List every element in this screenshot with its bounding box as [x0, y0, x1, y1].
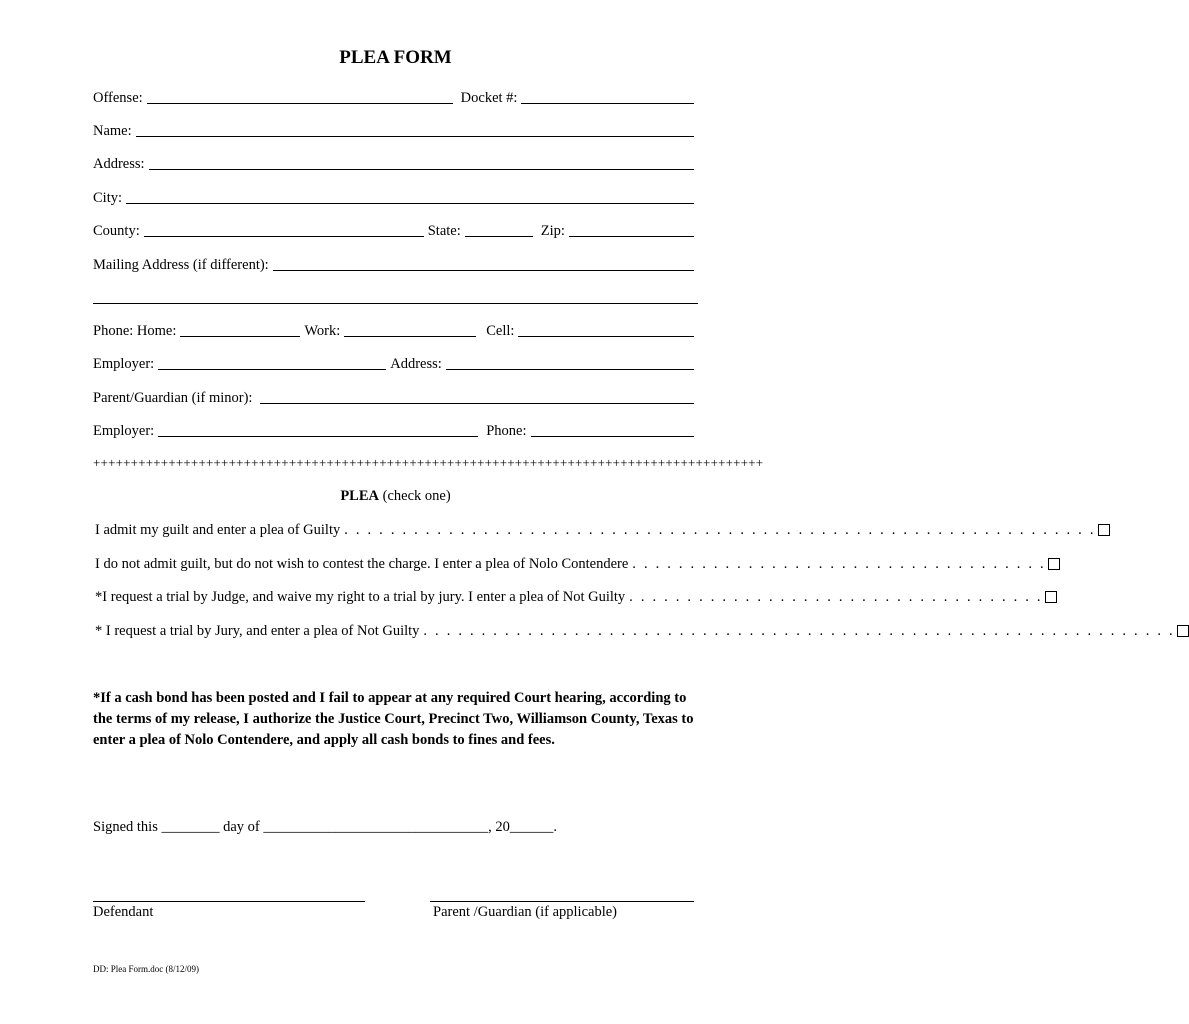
phone-home-field[interactable] [180, 336, 300, 337]
document-footer: DD: Plea Form.doc (8/12/09) [93, 964, 199, 974]
mailing-field-line-2[interactable] [93, 303, 698, 304]
employer-row [93, 353, 698, 373]
plea-option-guilty[interactable] [95, 520, 1096, 540]
address-label: Address: [93, 156, 145, 172]
phone-home-label: Phone: Home: [93, 323, 177, 339]
mailing-label: Mailing Address (if different): [93, 257, 269, 273]
jury-trial-checkbox[interactable] [1177, 625, 1189, 637]
dot-leader: . . . . . . . . . . . . . . . . . . . . . . . . . . . . . . . . . . . . [629, 588, 1043, 605]
plea-option-text: I admit my guilt and enter a plea of Guilty [95, 521, 341, 538]
mailing-row [93, 254, 698, 274]
name-field[interactable] [136, 136, 694, 137]
dot-leader: . . . . . . . . . . . . . . . . . . . . . . . . . . . . . . . . . . . . . . . . . . . . . . . . . . . . . . . . . . . . . . . . . [344, 521, 1096, 538]
phone-cell-label: Cell: [486, 323, 515, 339]
offense-row [93, 87, 698, 107]
plea-option-nolo[interactable] [95, 554, 1046, 574]
phone-work-label: Work: [304, 323, 341, 339]
docket-field[interactable] [521, 103, 694, 104]
cash-bond-notice: *If a cash bond has been posted and I fail to appear at any required Court hearing, according to the terms of my release, I authorize the Justice Court, Precinct Two, Williamson County, Texas to enter a plea of Nolo Contendere, and apply all cash bonds to fines and fees. [93, 690, 694, 748]
zip-field[interactable] [569, 236, 694, 237]
phone-row [93, 320, 698, 340]
signed-date-row [93, 816, 713, 836]
address-field[interactable] [149, 169, 694, 170]
employer-address-field[interactable] [446, 369, 694, 370]
county-row [93, 220, 698, 240]
judge-trial-checkbox[interactable] [1045, 591, 1057, 603]
phone-cell-field[interactable] [518, 336, 694, 337]
city-label: City: [93, 190, 123, 206]
employer-label: Employer: [93, 356, 155, 372]
name-label: Name: [93, 123, 132, 139]
section-divider: +++++++++++++++++++++++++++++++++++++++++++++++++++++++++++++++++++++++++++++++++++++++++ [93, 455, 764, 470]
plea-option-text: * I request a trial by Jury, and enter a plea of Not Guilty [95, 622, 420, 639]
city-row [93, 187, 698, 207]
parent-signature-line[interactable] [430, 901, 694, 902]
guilty-checkbox[interactable] [1098, 524, 1110, 536]
county-field[interactable] [144, 236, 424, 237]
mailing-field[interactable] [273, 270, 694, 271]
plea-heading-note: (check one) [379, 488, 451, 504]
form-title: PLEA FORM [339, 47, 452, 68]
employer-field[interactable] [158, 369, 386, 370]
docket-label: Docket #: [460, 90, 518, 106]
defendant-label: Defendant [93, 904, 154, 920]
parent-signature-label: Parent /Guardian (if applicable) [433, 904, 617, 920]
plea-option-text: I do not admit guilt, but do not wish to contest the charge. I enter a plea of Nolo Contendere [95, 555, 629, 572]
state-label: State: [427, 223, 461, 239]
parent-phone-field[interactable] [531, 436, 695, 437]
zip-label: Zip: [540, 223, 565, 239]
employer-address-label: Address: [390, 356, 442, 372]
dot-leader: . . . . . . . . . . . . . . . . . . . . . . . . . . . . . . . . . . . . [632, 555, 1046, 572]
plea-heading [0, 488, 791, 505]
city-field[interactable] [126, 203, 694, 204]
county-label: County: [93, 223, 140, 239]
dot-leader: . . . . . . . . . . . . . . . . . . . . . . . . . . . . . . . . . . . . . . . . . . . . . . . . . . . . . . . . . . . . . . . . . [423, 622, 1175, 639]
address-row [93, 153, 698, 173]
plea-heading-bold: PLEA [340, 488, 379, 504]
parent-employer-row [93, 420, 698, 440]
parent-row [93, 387, 698, 407]
parent-field[interactable] [260, 403, 694, 404]
phone-work-field[interactable] [344, 336, 476, 337]
nolo-checkbox[interactable] [1048, 558, 1060, 570]
defendant-signature-line[interactable] [93, 901, 365, 902]
plea-option-judge-trial[interactable] [95, 587, 1043, 607]
name-row [93, 120, 698, 140]
state-field[interactable] [465, 236, 533, 237]
parent-label: Parent/Guardian (if minor): [93, 390, 253, 406]
parent-phone-label: Phone: [486, 423, 527, 439]
parent-employer-field[interactable] [158, 436, 478, 437]
signed-date-text[interactable]: Signed this ________ day of _______________________________, 20______. [93, 819, 557, 835]
offense-field[interactable] [147, 103, 453, 104]
plea-option-jury-trial[interactable] [95, 621, 1175, 641]
plea-option-text: *I request a trial by Judge, and waive my right to a trial by jury. I enter a plea of Not Guilty [95, 588, 626, 605]
parent-employer-label: Employer: [93, 423, 155, 439]
offense-label: Offense: [93, 90, 143, 106]
